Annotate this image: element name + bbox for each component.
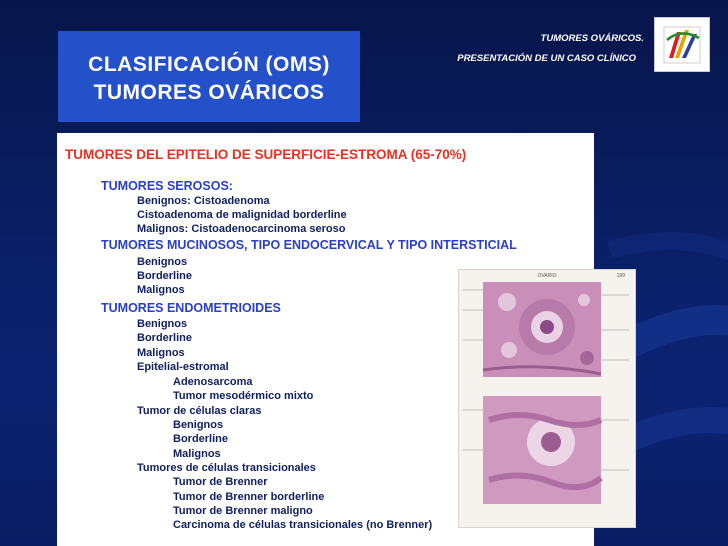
list-item: Borderline bbox=[173, 433, 229, 445]
list-item: Epitelial-estromal bbox=[137, 361, 229, 373]
presentation-header bbox=[457, 29, 644, 69]
list-item: Tumor de Brenner maligno bbox=[173, 505, 313, 517]
header-line-1: TUMORES OVÁRICOS. bbox=[540, 33, 644, 44]
category-heading: TUMORES ENDOMETRIOIDES bbox=[101, 301, 281, 315]
title-line-1: CLASIFICACIÓN (OMS) bbox=[88, 53, 330, 76]
header-line-2: PRESENTACIÓN DE UN CASO CLÍNICO bbox=[457, 53, 636, 64]
category-heading: TUMORES SEROSOS: bbox=[101, 179, 233, 193]
list-item: Carcinoma de células transicionales (no Brenner) bbox=[173, 519, 433, 531]
list-item: Malignos bbox=[137, 284, 185, 296]
histology-image bbox=[459, 270, 635, 527]
main-heading: TUMORES DEL EPITELIO DE SUPERFICIE-ESTROMA (65-70%) bbox=[65, 147, 467, 162]
slide-title bbox=[58, 51, 360, 107]
list-item: Adenosarcoma bbox=[173, 376, 253, 388]
list-item: Malignos bbox=[137, 347, 185, 359]
category-heading: TUMORES MUCINOSOS, TIPO ENDOCERVICAL Y TIPO INTERSTICIAL bbox=[101, 238, 517, 252]
list-item: Malignos bbox=[173, 448, 221, 460]
slide-title-box bbox=[58, 31, 360, 122]
institution-logo bbox=[654, 17, 710, 72]
title-line-2: TUMORES OVÁRICOS bbox=[93, 81, 325, 104]
list-item: Borderline bbox=[137, 270, 193, 282]
list-item: Tumor mesodérmico mixto bbox=[173, 390, 314, 402]
histology-figure bbox=[458, 269, 636, 528]
figure-heading: OVARIO bbox=[537, 273, 557, 279]
list-item: Tumor de Brenner borderline bbox=[173, 491, 325, 503]
list-item: Benignos bbox=[173, 419, 224, 431]
list-item: Malignos: Cistoadenocarcinoma seroso bbox=[137, 223, 346, 235]
list-item: Tumor de células claras bbox=[137, 405, 262, 417]
list-item: Tumor de Brenner bbox=[173, 476, 268, 488]
list-item: Benignos: Cistoadenoma bbox=[137, 195, 270, 207]
figure-page-number: 199 bbox=[616, 273, 625, 279]
logo-graphic bbox=[655, 18, 709, 71]
list-item: Borderline bbox=[137, 332, 193, 344]
list-item: Cistoadenoma de malignidad borderline bbox=[137, 209, 347, 221]
list-item: Benignos bbox=[137, 256, 188, 268]
list-item: Benignos bbox=[137, 318, 188, 330]
list-item: Tumores de células transicionales bbox=[137, 462, 316, 474]
